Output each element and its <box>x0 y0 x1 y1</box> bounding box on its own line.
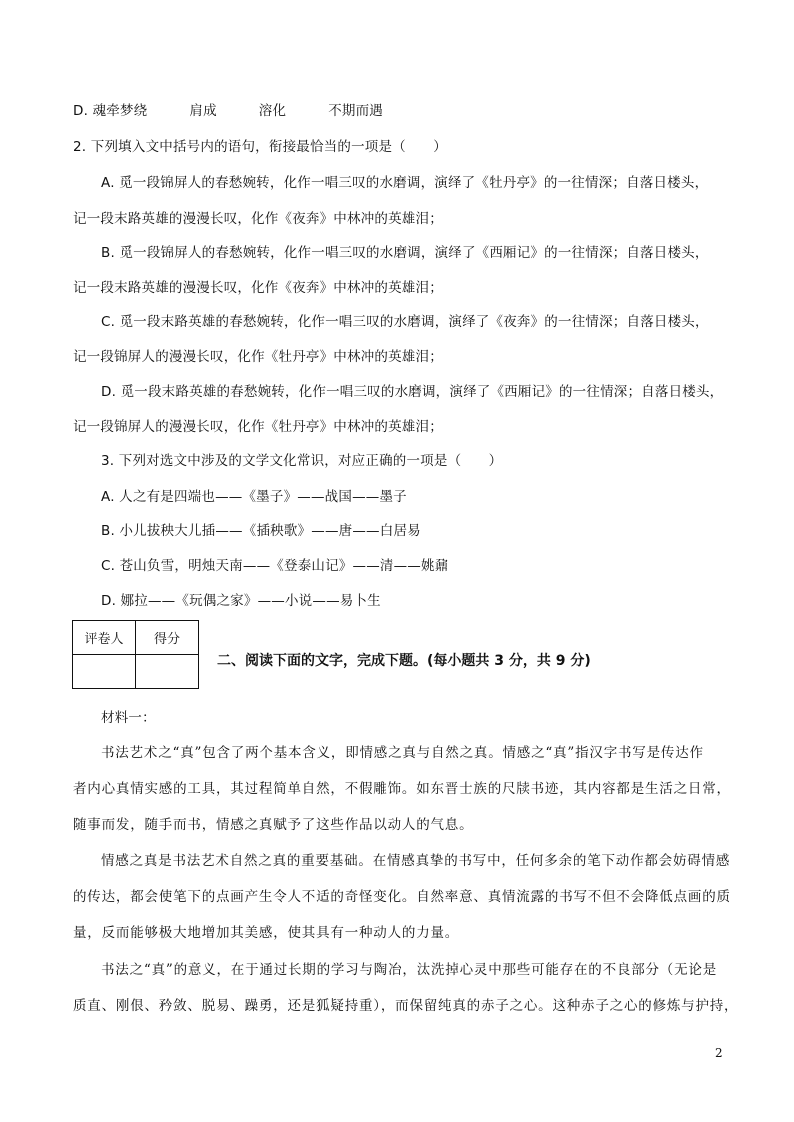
option-d-word-4: 不期而遇 <box>328 103 384 119</box>
material-paragraph-2-line-3: 量，反而能够极大地增加其美感，使其具有一种动人的力量。 <box>73 925 460 941</box>
grader-score-table <box>72 620 199 689</box>
question-2-option-b-line-2: 记一段末路英雄的漫漫长叹，化作《夜奔》中林冲的英雄泪； <box>73 280 443 296</box>
question-3-stem: 3. 下列对选文中涉及的文学文化常识，对应正确的一项是（ ） <box>101 453 503 469</box>
material-label: 材料一： <box>101 710 156 726</box>
option-d-previous-question <box>73 101 383 121</box>
option-d-label: D. 魂牵梦绕 <box>73 103 148 119</box>
score-cell <box>136 655 199 689</box>
material-paragraph-1-line-1: 书法艺术之“真”包含了两个基本含义，即情感之真与自然之真。情感之“真”指汉字书写是传达作 <box>101 745 704 761</box>
section-2-title: 二、阅读下面的文字，完成下题。(每小题共 3 分，共 9 分) <box>217 653 591 669</box>
material-paragraph-1-line-2: 者内心真情实感的工具，其过程简单自然，不假雕饰。如东晋士族的尺牍书迹，其内容都是生活之日常， <box>73 781 731 797</box>
material-paragraph-2-line-2: 的传达，都会使笔下的点画产生令人不适的奇怪变化。自然率意、真情流露的书写不但不会降低点画的质 <box>73 889 731 905</box>
grader-header: 评卷人 <box>73 621 136 655</box>
question-2-stem: 2. 下列填入文中括号内的语句，衔接最恰当的一项是（ ） <box>73 139 447 155</box>
question-2-option-d-line-1: D. 觅一段末路英雄的春愁婉转，化作一唱三叹的水磨调，演绎了《西厢记》的一往情深；自落日楼头， <box>101 384 724 400</box>
question-2-option-c-line-2: 记一段锦屏人的漫漫长叹，化作《牡丹亭》中林冲的英雄泪； <box>73 349 443 365</box>
grader-cell <box>73 655 136 689</box>
question-3-option-b: B. 小儿拔秧大儿插——《插秧歌》——唐——白居易 <box>101 523 421 539</box>
question-2-option-a-line-1: A. 觅一段锦屏人的春愁婉转，化作一唱三叹的水磨调，演绎了《牡丹亭》的一往情深；自落日楼头， <box>101 175 709 191</box>
question-2-option-b-line-1: B. 觅一段锦屏人的春愁婉转，化作一唱三叹的水磨调，演绎了《西厢记》的一往情深；自落日楼头， <box>101 245 709 261</box>
score-header: 得分 <box>136 621 199 655</box>
question-3-option-a: A. 人之有是四端也——《墨子》——战国——墨子 <box>101 489 407 505</box>
option-d-word-3: 溶化 <box>258 103 287 119</box>
question-2-option-d-line-2: 记一段锦屏人的漫漫长叹，化作《牡丹亭》中林冲的英雄泪； <box>73 419 443 435</box>
material-paragraph-3-line-2: 质直、刚佷、矜敛、脱易、躁勇，还是狐疑持重），而保留纯真的赤子之心。这种赤子之心的修炼与护持， <box>73 998 739 1014</box>
option-d-word-2: 肩成 <box>189 103 217 119</box>
question-3-option-d: D. 娜拉——《玩偶之家》——小说——易卜生 <box>101 593 381 609</box>
material-paragraph-3-line-1: 书法之“真”的意义，在于通过长期的学习与陶冶，汰洗掉心灵中那些可能存在的不良部分（无论是 <box>101 962 718 978</box>
question-3-option-c: C. 苍山负雪，明烛天南——《登泰山记》——清——姚鼐 <box>101 558 449 574</box>
page-number: 2 <box>715 1046 723 1060</box>
question-2-option-a-line-2: 记一段末路英雄的漫漫长叹，化作《夜奔》中林冲的英雄泪； <box>73 211 443 227</box>
material-paragraph-1-line-3: 随事而发，随手而书，情感之真赋予了这些作品以动人的气息。 <box>73 817 474 833</box>
question-2-option-c-line-1: C. 觅一段末路英雄的春愁婉转，化作一唱三叹的水磨调，演绎了《夜奔》的一往情深；自落日楼头， <box>101 314 709 330</box>
material-paragraph-2-line-1: 情感之真是书法艺术自然之真的重要基础。在情感真挚的书写中，任何多余的笔下动作都会妨碍情感 <box>101 853 731 869</box>
